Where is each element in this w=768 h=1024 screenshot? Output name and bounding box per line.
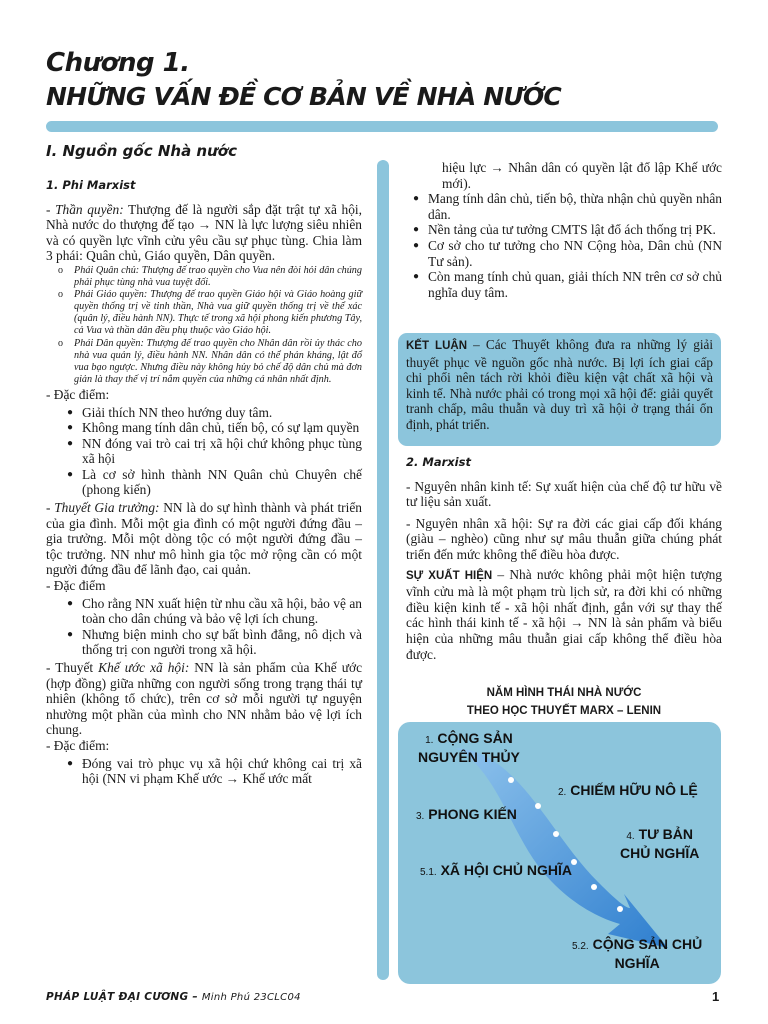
list-item: ● Còn mang tính chủ quan, giải thích NN trên cơ sở chủ nghĩa duy tâm.	[406, 269, 722, 300]
term-gia-truong: Thuyết Gia trưởng:	[54, 500, 160, 516]
list-item: ● Giải thích NN theo hướng duy tâm.	[46, 405, 362, 421]
bullet-list	[406, 191, 722, 300]
list-item: o Phái Quân chủ: Thượng đế trao quyền cho Vua nên đòi hỏi dân chúng phải phục tùng nhà vua tuyệt đối.	[46, 265, 362, 289]
author-signature: Minh Phú 23CLC04	[201, 992, 301, 1003]
stage-5-2: 5.2. CỘNG SẢN CHỦ NGHĨA	[572, 936, 703, 971]
dac-diem-label: - Đặc điểm:	[46, 737, 110, 753]
dac-diem-label: - Đặc điểm:	[46, 386, 110, 402]
conclusion-label: KẾT LUẬN	[406, 340, 467, 352]
term-than-quyen: Thần quyền:	[55, 201, 124, 217]
column-divider	[377, 160, 389, 980]
right-column	[406, 160, 722, 300]
list-item: ● Không mang tính dân chủ, tiến bộ, có sự lạm quyền	[46, 420, 362, 436]
list-item: ● Là cơ sở hình thành NN Quân chủ Chuyên chế (phong kiến)	[46, 467, 362, 498]
term-khe-uoc: Khế ước xã hội:	[98, 660, 190, 675]
title-underline-bar	[46, 121, 718, 132]
stage-1: 1. CỘNG SẢN NGUYÊN THỦY	[418, 730, 520, 765]
section-heading: I. Nguồn gốc Nhà nước	[46, 142, 237, 160]
stage-3: 3. PHONG KIẾN	[416, 806, 517, 822]
khe-uoc-paragraph: - Thuyết Khế ước xã hội: NN là sản phẩm của Khế ước (hợp đồng) giữa những con người sống trong trạng thái tự nhiên (không tổ chức), trên cơ sở mỗi người tự nguyện nhường một phần của mình cho NN nhằm bảo vệ lợi ích chung.	[46, 660, 363, 738]
diagram-title: NĂM HÌNH THÁI NHÀ NƯỚC THEO HỌC THUYẾT MARX – LENIN	[466, 687, 662, 717]
list-item: o Phái Giáo quyền: Thượng đế trao quyền Giáo hội và Giáo hoàng giữ quyền thống trị về tinh thần, Nhà vua giữ quyền thống trị về thể xác (quân lý, điều hành NN). Thực tế trong xã hội phong kiến phương Tây, cả Vua và thần dân đều phụ thuộc vào Giáo hội.	[46, 289, 362, 337]
bullet-list	[46, 596, 362, 658]
economic-cause: - Nguyên nhân kinh tế: Sự xuất hiện của chế độ tư hữu về tư liệu sản xuất.	[406, 478, 722, 510]
list-item: ● Nền tảng của tư tưởng CMTS lật đổ ách thống trị PK.	[406, 222, 722, 238]
bullet-list	[46, 756, 362, 787]
emergence-label: SỰ XUẤT HIỆN	[406, 569, 493, 582]
state-forms-diagram	[398, 722, 721, 984]
gia-truong-paragraph: - Thuyết Gia trưởng: NN là do sự hình thành và phát triển của gia đình. Mỗi một gia đình có một người đứng đầu – gia trưởng. Mỗi một dòng tộc có một người đứng đầu – tộc trưởng. NN như mô hình gia tộc mở rộng cần có một người đứng đầu để lãnh đạo, cai quản.	[46, 500, 362, 578]
list-item: ● Cơ sở cho tư tưởng cho NN Cộng hòa, Dân chủ (NN Tư sản).	[406, 238, 722, 269]
social-cause: - Nguyên nhân xã hội: Sự ra đời các giai cấp đối kháng (giàu – nghèo) cũng như sự mâu thuẫn giữa chúng phát triển đến mức không thể điều hòa được.	[406, 515, 722, 562]
subsection-heading-phi-marxist: 1. Phi Marxist	[46, 178, 136, 192]
chapter-title: NHỮNG VẤN ĐỀ CƠ BẢN VỀ NHÀ NƯỚC	[46, 82, 561, 111]
list-item: ● NN đóng vai trò cai trị xã hội chứ không phục tùng xã hội	[46, 436, 362, 467]
list-item: ● Nhưng biện minh cho sự bất bình đẳng, nô dịch và thống trị con người trong xã hội.	[46, 627, 362, 658]
emergence-paragraph: SỰ XUẤT HIỆN – Nhà nước không phải một hiện tượng vĩnh cửu mà là một phạm trù lịch sử, ra đời khi có những điều kiện kinh tế - xã hội nhất định, gắn với sự thay thế các hình thái kinh tế - xã hội → NN là sản phẩm và biểu hiện của những mâu thuẫn giai cấp không thể điều hòa được.	[406, 566, 722, 662]
dac-diem-label: - Đặc điểm	[46, 578, 106, 594]
continued-text: hiệu lực → Nhân dân có quyền lật đổ lập Khế ước mới).	[442, 160, 722, 191]
conclusion-box: KẾT LUẬN – Các Thuyết không đưa ra những lý giải thuyết phục về nguồn gốc nhà nước. Bị lợi ích giai cấp chi phối nên tách rời khỏi điều kiện vật chất xã hội và kinh tế. Nhà nước phải có trong mọi xã hội để: giải quyết tranh chấp, mâu thuẫn và duy trì xã hội ở trạng thái ổn định, phát triển.	[398, 333, 721, 446]
left-column	[46, 178, 362, 789]
bullet-list	[46, 405, 362, 499]
list-item: ● Mang tính dân chủ, tiến bộ, thừa nhận chủ quyền nhân dân.	[406, 191, 722, 222]
list-item: ● Cho rằng NN xuất hiện từ nhu cầu xã hội, bảo vệ an toàn cho dân chúng và bảo vệ lợi ích chung.	[46, 596, 362, 627]
than-quyen-paragraph: - Thần quyền: Thượng đế là người sắp đặt trật tự xã hội, Nhà nước do thượng đế tạo → NN là lực lượng siêu nhiên và có quyền lực vĩnh cửu yêu cầu sự phục tùng. Chia làm 3 phái: Quân chủ, Giáo quyền, Dân quyền.	[46, 201, 362, 264]
stage-2: 2. CHIẾM HỮU NÔ LỆ	[558, 782, 698, 798]
list-item: o Phái Dân quyền: Thượng đế trao quyền cho Nhân dân rồi ủy thác cho nhà vua quản lý, điều hành NN. Nhân dân có thể phản kháng, lật đổ vua bạo ngược. Nhưng điều này không hủy bỏ chế độ dân chủ mà đơn giản là thay thế vị trí nắm quyền của những cá nhân nhất định.	[46, 338, 362, 386]
list-item: ● Đóng vai trò phục vụ xã hội chứ không cai trị xã hội (NN vi phạm Khế ước → Khế ước mất	[46, 756, 362, 787]
marxist-section	[406, 455, 722, 662]
page-footer: PHÁP LUẬT ĐẠI CƯƠNG – Minh Phú 23CLC04	[46, 991, 301, 1003]
stage-4: 4. TƯ BẢN CHỦ NGHĨA	[620, 826, 700, 861]
stage-5-1: 5.1. XÃ HỘI CHỦ NGHĨA	[420, 862, 573, 878]
page-number: 1	[712, 989, 720, 1004]
chapter-label: Chương 1.	[46, 48, 190, 78]
sub-list-phai	[46, 265, 362, 386]
subsection-heading-marxist: 2. Marxist	[406, 455, 471, 469]
